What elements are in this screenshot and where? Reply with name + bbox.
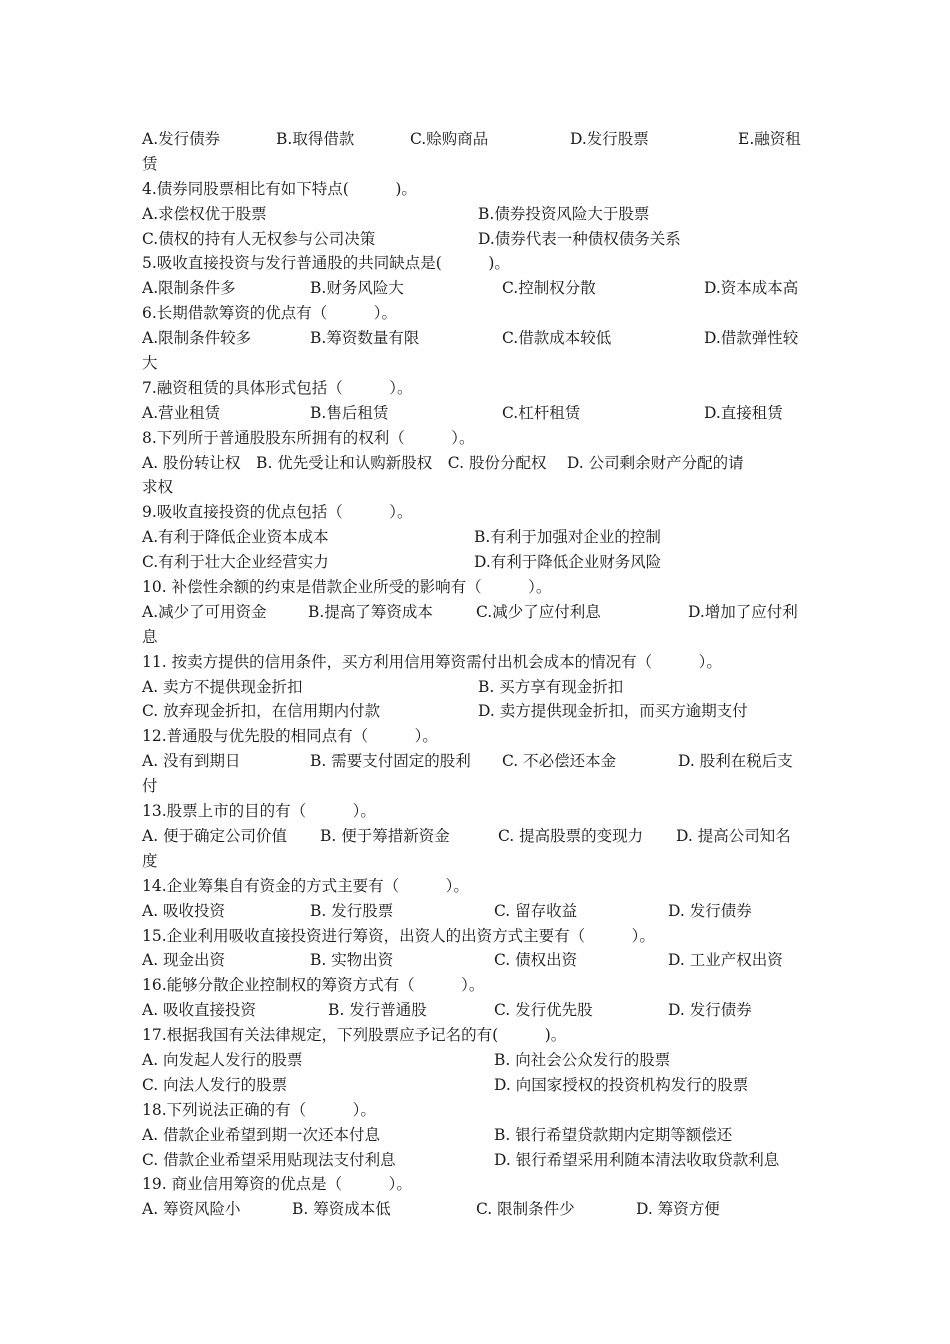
answer-option: A. 便于确定公司价值 — [142, 826, 288, 845]
answer-option: C. 提高股票的变现力 — [498, 826, 644, 845]
answer-option: B. 实物出资 — [310, 951, 394, 970]
answer-option: C.有利于壮大企业经营实力 — [142, 553, 329, 572]
answer-option: B. 发行股票 — [310, 901, 394, 920]
question-text: 7.融资租赁的具体形式包括（ ）。 — [142, 378, 413, 397]
answer-option: A. 借款企业希望到期一次还本付息 — [142, 1125, 381, 1144]
answer-option: D. 发行债券 — [668, 901, 752, 920]
answer-option: B. 银行希望贷款期内定期等额偿还 — [494, 1125, 733, 1144]
answer-option: D.资本成本高 — [704, 279, 799, 298]
question-text: 15.企业利用吸收直接投资进行筹资，出资人的出资方式主要有（ ）。 — [142, 926, 655, 945]
question-text: 4.债券同股票相比有如下特点( )。 — [142, 179, 417, 198]
answer-option: C. 债权出资 — [494, 951, 578, 970]
question-stem — [142, 973, 808, 998]
answer-option: D.借款弹性较 — [704, 329, 799, 348]
answer-option: C. 发行优先股 — [494, 1001, 593, 1020]
option-row — [142, 600, 808, 625]
answer-option: A.有利于降低企业资本成本 — [142, 528, 329, 547]
question-stem — [142, 301, 808, 326]
answer-option: C. 借款企业希望采用贴现法支付利息 — [142, 1150, 396, 1169]
option-row — [142, 326, 808, 351]
answer-option: A. 筹资风险小 — [142, 1200, 241, 1219]
option-row — [142, 948, 808, 973]
wrapped-continuation — [142, 152, 808, 177]
wrapped-continuation — [142, 351, 808, 376]
question-text: 17.根据我国有关法律规定，下列股票应予记名的有( )。 — [142, 1026, 567, 1045]
wrapped-text: 求权 — [142, 478, 174, 497]
question-text: 12.普通股与优先股的相同点有（ ）。 — [142, 727, 438, 746]
question-document — [142, 127, 808, 1222]
question-text: 13.股票上市的目的有（ ）。 — [142, 802, 376, 821]
answer-option: B. 向社会公众发行的股票 — [494, 1050, 671, 1069]
answer-option: D. 提高公司知名 — [676, 826, 791, 845]
answer-option: D. 卖方提供现金折扣，而买方逾期支付 — [478, 702, 748, 721]
answer-option: C.减少了应付利息 — [476, 602, 601, 621]
option-row — [142, 1148, 808, 1173]
option-row — [142, 227, 808, 252]
answer-option: A.求偿权优于股票 — [142, 204, 267, 223]
option-row — [142, 1197, 808, 1222]
wrapped-text: 赁 — [142, 154, 158, 173]
answer-option: D. 银行希望采用利随本清法收取贷款利息 — [494, 1150, 780, 1169]
wrapped-text: 息 — [142, 627, 158, 646]
wrapped-continuation — [142, 774, 808, 799]
answer-option: C.赊购商品 — [410, 130, 489, 148]
answer-option: B.售后租赁 — [310, 403, 389, 422]
answer-option: A.限制条件多 — [142, 279, 236, 298]
wrapped-continuation — [142, 849, 808, 874]
option-row — [142, 401, 808, 426]
option-row — [142, 276, 808, 301]
answer-option: B.取得借款 — [276, 130, 355, 148]
option-row — [142, 1123, 808, 1148]
answer-option: D.发行股票 — [570, 130, 649, 148]
question-text: 16.能够分散企业控制权的筹资方式有（ ）。 — [142, 976, 485, 995]
wrapped-continuation — [142, 475, 808, 500]
answer-option: B. 买方享有现金折扣 — [478, 677, 624, 696]
question-stem — [142, 799, 808, 824]
option-row — [142, 824, 808, 849]
question-stem — [142, 1023, 808, 1048]
answer-option: B.筹资数量有限 — [310, 329, 420, 348]
answer-option: B.财务风险大 — [310, 279, 404, 298]
answer-option: B. 便于筹措新资金 — [320, 826, 450, 845]
answer-option: C.借款成本较低 — [502, 329, 612, 348]
answer-option: D. 股利在税后支 — [678, 752, 793, 771]
option-row — [142, 1073, 808, 1098]
answer-option: B. 筹资成本低 — [292, 1200, 391, 1219]
answer-option: D. 筹资方便 — [636, 1200, 720, 1219]
question-text: 5.吸收直接投资与发行普通股的共同缺点是( )。 — [142, 254, 510, 273]
option-row — [142, 525, 808, 550]
answer-option: B. 需要支付固定的股利 — [310, 752, 471, 771]
question-stem — [142, 1098, 808, 1123]
answer-option: B.提高了筹资成本 — [308, 602, 433, 621]
answer-option: E.融资租 — [738, 130, 801, 148]
answer-option: A. 向发起人发行的股票 — [142, 1050, 303, 1069]
answer-option: A. 吸收直接投资 — [142, 1001, 257, 1020]
answer-option: C.债权的持有人无权参与公司决策 — [142, 229, 376, 248]
answer-option: A. 没有到期日 — [142, 752, 241, 771]
answer-option: B.有利于加强对企业的控制 — [474, 528, 661, 547]
question-text: 11. 按卖方提供的信用条件，买方利用信用筹资需付出机会成本的情况有（ ）。 — [142, 652, 722, 671]
question-stem — [142, 177, 808, 202]
question-stem — [142, 426, 808, 451]
question-stem — [142, 650, 808, 675]
question-text: 8.下列所于普通股股东所拥有的权利（ ）。 — [142, 428, 475, 447]
question-text: 19. 商业信用筹资的优点是（ ）。 — [142, 1175, 412, 1194]
wrapped-text: 大 — [142, 354, 158, 373]
question-stem — [142, 376, 808, 401]
answer-option: C.控制权分散 — [502, 279, 596, 298]
option-row — [142, 998, 808, 1023]
option-row — [142, 451, 808, 476]
answer-option: D. 向国家授权的投资机构发行的股票 — [494, 1075, 749, 1094]
question-text: 6.长期借款筹资的优点有（ ）。 — [142, 304, 398, 323]
answer-option: A. 现金出资 — [142, 951, 226, 970]
answer-option: D.增加了应付利 — [688, 602, 798, 621]
question-stem — [142, 924, 808, 949]
option-row — [142, 1048, 808, 1073]
option-row — [142, 899, 808, 924]
question-text: 14.企业筹集自有资金的方式主要有（ ）。 — [142, 876, 469, 895]
answer-option: A.限制条件较多 — [142, 329, 252, 348]
answer-option: C.杠杆租赁 — [502, 403, 581, 422]
answer-option-line: A. 股份转让权 B. 优先受让和认购新股权 C. 股份分配权 D. 公司剩余财产分配的请 — [142, 453, 744, 472]
question-stem — [142, 251, 808, 276]
question-stem — [142, 575, 808, 600]
question-stem — [142, 500, 808, 525]
answer-option: A.营业租赁 — [142, 403, 221, 422]
question-text: 9.吸收直接投资的优点包括（ ）。 — [142, 503, 413, 522]
question-stem — [142, 724, 808, 749]
answer-option: C. 向法人发行的股票 — [142, 1075, 288, 1094]
wrapped-continuation — [142, 625, 808, 650]
answer-option: D. 工业产权出资 — [668, 951, 783, 970]
answer-option: A. 卖方不提供现金折扣 — [142, 677, 303, 696]
answer-option: D.债券代表一种债权债务关系 — [478, 229, 681, 248]
answer-option: B.债券投资风险大于股票 — [478, 204, 650, 223]
option-row — [142, 675, 808, 700]
option-row — [142, 550, 808, 575]
wrapped-text: 付 — [142, 777, 158, 796]
answer-option: B. 发行普通股 — [328, 1001, 427, 1020]
answer-option: C. 不必偿还本金 — [502, 752, 617, 771]
question-text: 10. 补偿性余额的约束是借款企业所受的影响有（ ）。 — [142, 578, 552, 597]
answer-option: C. 限制条件少 — [476, 1200, 575, 1219]
answer-option: C. 放弃现金折扣，在信用期内付款 — [142, 702, 381, 721]
answer-option: A.减少了可用资金 — [142, 602, 267, 621]
question-stem — [142, 874, 808, 899]
option-row — [142, 127, 808, 152]
answer-option: D.有利于降低企业财务风险 — [474, 553, 662, 572]
answer-option: D.直接租赁 — [704, 403, 783, 422]
option-row — [142, 699, 808, 724]
wrapped-text: 度 — [142, 851, 158, 870]
answer-option: C. 留存收益 — [494, 901, 578, 920]
answer-option: A.发行债券 — [142, 130, 221, 148]
answer-option: A. 吸收投资 — [142, 901, 226, 920]
option-row — [142, 749, 808, 774]
question-text: 18.下列说法正确的有（ ）。 — [142, 1100, 376, 1119]
option-row — [142, 202, 808, 227]
answer-option: D. 发行债券 — [668, 1001, 752, 1020]
question-stem — [142, 1172, 808, 1197]
